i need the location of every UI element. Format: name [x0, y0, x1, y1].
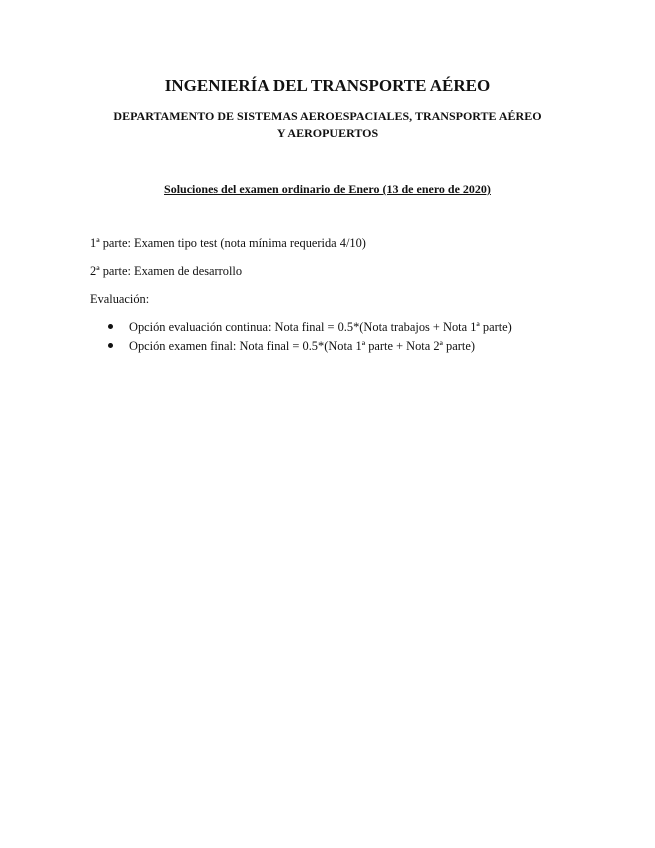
evaluation-label: Evaluación: — [90, 292, 150, 306]
department-line-1: DEPARTAMENTO DE SISTEMAS AEROESPACIALES, TRANSPORTE AÉREO — [113, 109, 542, 123]
part-1-description: 1ª parte: Examen tipo test (nota mínima requerida 4/10) — [90, 236, 366, 250]
evaluation-option-continuous — [108, 319, 512, 338]
bullet-icon — [108, 343, 113, 348]
bullet-icon — [108, 324, 113, 329]
evaluation-option-text: Opción evaluación continua: Nota final = 0.5*(Nota trabajos + Nota 1ª parte) — [129, 320, 512, 334]
department-line-2: Y AEROPUERTOS — [276, 126, 379, 140]
department-name — [90, 108, 565, 142]
exam-solutions-heading: Soluciones del examen ordinario de Enero (13 de enero de 2020) — [164, 182, 491, 196]
part-2-description: 2ª parte: Examen de desarrollo — [90, 264, 243, 278]
evaluation-option-final-exam — [108, 338, 512, 357]
document-title: INGENIERÍA DEL TRANSPORTE AÉREO — [164, 76, 491, 95]
evaluation-option-text: Opción examen final: Nota final = 0.5*(Nota 1ª parte + Nota 2ª parte) — [129, 339, 475, 353]
evaluation-options-list — [108, 319, 512, 357]
